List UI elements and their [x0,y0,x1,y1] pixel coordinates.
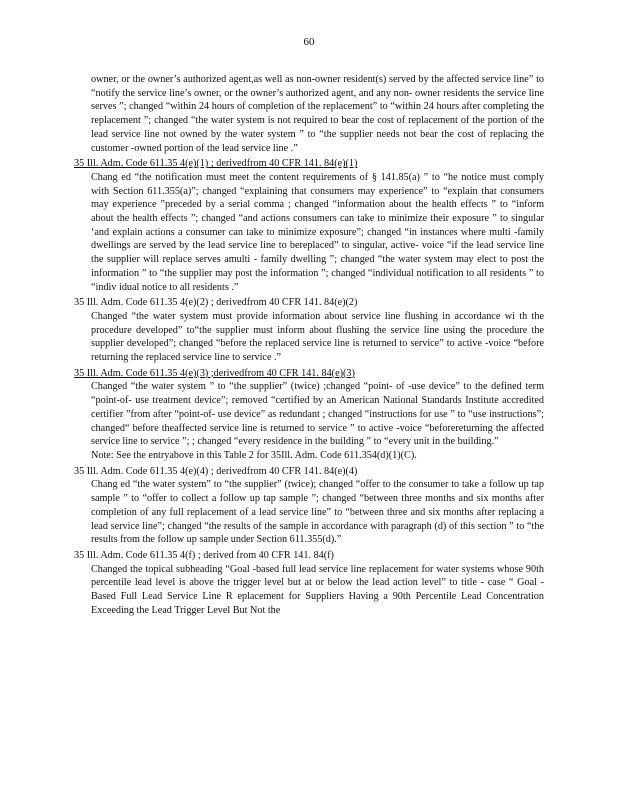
entry-heading: 35 Ill. Adm. Code 611.35 4(e)(4) ; derivedfrom 40 CFR 141. 84(e)(4) [74,465,358,477]
table-entry [74,367,544,463]
entry-heading: 35 Ill. Adm. Code 611.35 4(e)(3) ;derivedfrom 40 CFR 141. 84(e)(3) [74,367,355,379]
entry-text: Chang ed “the notification must meet the content requirements of § 141.85(a) ” to “he notice must comply with Section 611.355(a)”; changed “explaining that consumers may experience” to “explain that consumers may experience ”preceded by a serial comma ; changed “information about the health effects ” to “inform about the health effects ”; changed “and actions consumers can take to minimize their exposure ” to singular ‘and explain actions a consumer can take to minimize exposure”; changed “in instances where multi -family dwellings are served by the lead service line to bereplaced” to singular, active- voice “if the lead service line the supplier will replace serves amulti - family dwelling ”; changed “the water system may elect to post the information ” to “the supplier may post the information ”; changed “individual notification to all residents ” to “indiv idual notice to all residents .” [91,171,544,293]
continued-paragraph: owner, or the owner’s authorized agent,as well as non-owner resident(s) served by the affected service line” to “notify the service line’s owner, or the owner’s authorized agent, and any non- owner residents the service line serves ”; changed “within 24 hours of completion of the replacement” to “within 24 hours after completing the replacement ”; changed “the water system is not required to bear the cost of replacement of the portion of the lead service line not owned by the water system ” to “the supplier needs not bear the cost of replacing the customer -owned portion of the lead service line .” [91,74,544,154]
entry-heading: 35 Ill. Adm. Code 611.35 4(f) ; derived from 40 CFR 141. 84(f) [74,549,334,561]
table-entry [74,157,544,294]
entry-heading: 35 Ill. Adm. Code 611.35 4(e)(1) ; derivedfrom 40 CFR 141. 84(e)(1) [74,158,358,170]
table-entry [74,465,544,547]
page-body [74,73,544,617]
entry-text: Changed “the water system must provide information about service line flushing in accordance wi th the procedure developed” to“the supplier must inform about flushing the service line using the procedure the supplier developed”; changed “before the replaced service line is returned to service” to active -voice “before returning the replaced service line to service .” [91,310,544,364]
table-entry [74,296,544,365]
entry-text: Chang ed “the water system” to “the supplier” (twice); changed “offer to the consumer to take a follow up tap sample ” to “offer to collect a follow up tap sample ”; changed “between three months and six months after completion of any full replacement of a lead service line” to “between three and six months after replacing a lead service line”; changed “the results of the sample in accordance with paragraph (d) of this section ” to “the results from the follow up sample under Section 611.355(d).” [91,479,544,546]
entry-text: Changed “the water system ” to “the supplier” (twice) ;changed “point- of -use device” to the defined term “point-of- use treatment device”; removed “certified by an American National Standards Institute accredited certifier ”from after “point-of- use device” as redundant ; changed “instructions for use ” to “use instructions”; changed“ before theaffected service line is returned to service ” to active -voice “beforereturning the affected service line to service ”; ; changed “every residence in the building ” to “every unit in the building.” [91,381,544,448]
table-entry [74,549,544,618]
entry-heading: 35 Ill. Adm. Code 611.35 4(e)(2) ; derivedfrom 40 CFR 141. 84(e)(2) [74,297,358,309]
entry-text: Changed the topical subheading “Goal -based full lead service line replacement for water systems whose 90th percentile lead level is above the trigger level but at or below the lead action level” to title - case “ Goal -Based Full Lead Service Line R eplacement for Suppliers Having a 90th Percentile Lead Concentration Exceeding the Lead Trigger Level But Not the [91,563,544,616]
page-number: 60 [303,36,315,48]
entry-note: Note: See the entryabove in this Table 2 for 35Ill. Adm. Code 611.354(d)(1)(C). [91,449,417,461]
